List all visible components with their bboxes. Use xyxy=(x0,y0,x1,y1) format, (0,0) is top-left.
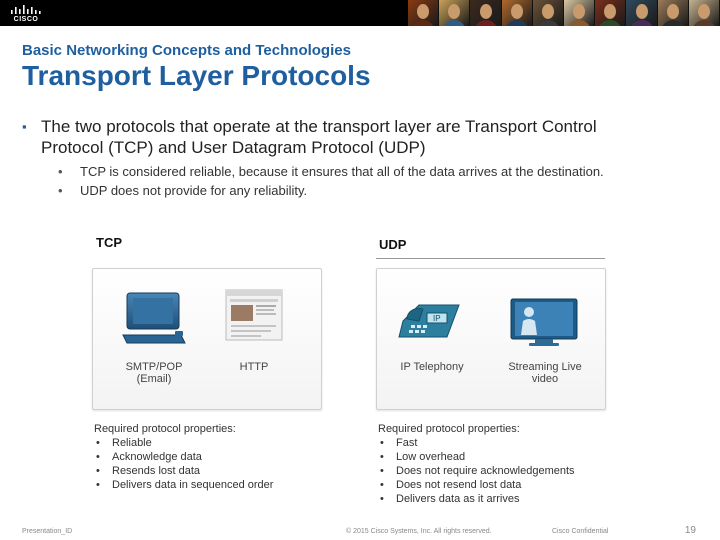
http-app-label: HTTP xyxy=(239,361,269,373)
dot-bullet-icon: • xyxy=(96,479,100,491)
person-photo xyxy=(533,0,564,26)
udp-property-item xyxy=(378,436,618,450)
person-face-shape xyxy=(480,4,492,19)
tcp-properties-list xyxy=(94,436,334,492)
dot-bullet-icon: • xyxy=(380,493,384,505)
ip-phone-icon xyxy=(397,299,465,343)
tcp-property-item xyxy=(94,436,334,450)
person-face-shape xyxy=(636,4,648,19)
page-number: 19 xyxy=(684,525,696,536)
tcp-property-text: Delivers data in sequenced order xyxy=(112,479,274,491)
dot-bullet-icon: • xyxy=(380,437,384,449)
udp-property-text: Does not require acknowledgements xyxy=(396,465,575,477)
web-browser-icon xyxy=(225,289,283,341)
dot-bullet-icon: • xyxy=(380,451,384,463)
person-face-shape xyxy=(604,4,616,19)
person-face-shape xyxy=(542,4,554,19)
udp-property-text: Low overhead xyxy=(396,451,466,463)
udp-property-item xyxy=(378,464,618,478)
person-face-shape xyxy=(448,4,460,19)
dot-bullet-icon: • xyxy=(96,465,100,477)
tcp-property-item xyxy=(94,464,334,478)
sub-bullet-text: TCP is considered reliable, because it ensures that all of the data arrives at the destination. xyxy=(80,164,604,179)
main-bullet xyxy=(22,116,662,158)
person-photo xyxy=(502,0,533,26)
person-face-shape xyxy=(417,4,429,19)
person-shoulders-shape xyxy=(661,20,685,26)
top-banner xyxy=(0,0,720,26)
person-shoulders-shape xyxy=(442,20,466,26)
tcp-property-item xyxy=(94,450,334,464)
tcp-properties-title: Required protocol properties: xyxy=(94,423,236,435)
person-shoulders-shape xyxy=(536,20,560,26)
logo-wordmark: CISCO xyxy=(13,16,39,23)
phone-ip-text: IP xyxy=(433,314,441,323)
person-photo xyxy=(595,0,626,26)
dot-bullet-icon: • xyxy=(58,183,63,198)
person-shoulders-shape xyxy=(474,20,498,26)
tcp-property-text: Resends lost data xyxy=(112,465,201,477)
udp-property-item xyxy=(378,492,618,506)
person-shoulders-shape xyxy=(567,20,591,26)
slide-subtitle: Basic Networking Concepts and Technologies xyxy=(22,42,351,59)
udp-property-text: Delivers data as it arrives xyxy=(396,493,520,505)
sub-bullet-item xyxy=(58,165,618,178)
person-face-shape xyxy=(698,4,710,19)
tcp-property-text: Acknowledge data xyxy=(112,451,202,463)
tcp-property-item xyxy=(94,478,334,492)
tcp-property-text: Reliable xyxy=(112,437,152,449)
footer-confidential: Cisco Confidential xyxy=(552,528,609,535)
person-photo xyxy=(564,0,595,26)
udp-properties-title: Required protocol properties: xyxy=(378,423,520,435)
email-app-label: SMTP/POP (Email) xyxy=(125,361,183,385)
udp-property-item xyxy=(378,450,618,464)
people-photo-strip xyxy=(408,0,720,26)
streaming-video-monitor-icon xyxy=(509,297,579,349)
cisco-logo xyxy=(9,3,43,23)
person-photo xyxy=(689,0,720,26)
streaming-video-label: Streaming Live video xyxy=(508,361,582,385)
person-shoulders-shape xyxy=(505,20,529,26)
udp-apps-panel xyxy=(376,268,606,410)
person-photo xyxy=(626,0,657,26)
dot-bullet-icon: • xyxy=(58,164,63,179)
sub-bullet-item xyxy=(58,184,618,197)
udp-property-text: Fast xyxy=(396,437,418,449)
person-photo xyxy=(408,0,439,26)
person-shoulders-shape xyxy=(692,20,716,26)
udp-property-item xyxy=(378,478,618,492)
person-shoulders-shape xyxy=(411,20,435,26)
tcp-apps-panel xyxy=(92,268,322,410)
tcp-properties xyxy=(94,422,334,492)
square-bullet-icon: ▪ xyxy=(22,119,27,134)
footer-copyright: © 2015 Cisco Systems, Inc. All rights reserved. xyxy=(346,528,492,535)
desktop-computer-icon xyxy=(121,291,187,349)
person-shoulders-shape xyxy=(630,20,654,26)
slide-title: Transport Layer Protocols xyxy=(22,60,371,91)
udp-heading: UDP xyxy=(379,237,407,252)
dot-bullet-icon: • xyxy=(380,465,384,477)
dot-bullet-icon: • xyxy=(96,437,100,449)
dot-bullet-icon: • xyxy=(380,479,384,491)
person-photo xyxy=(470,0,501,26)
person-shoulders-shape xyxy=(598,20,622,26)
dot-bullet-icon: • xyxy=(96,451,100,463)
person-photo xyxy=(658,0,689,26)
sub-bullet-list xyxy=(58,165,618,203)
udp-properties xyxy=(378,422,618,506)
sub-bullet-text: UDP does not provide for any reliability. xyxy=(80,183,308,198)
person-face-shape xyxy=(511,4,523,19)
ip-telephony-label: IP Telephony xyxy=(400,361,464,373)
udp-properties-list xyxy=(378,436,618,506)
udp-property-text: Does not resend lost data xyxy=(396,479,522,491)
person-face-shape xyxy=(667,4,679,19)
cisco-bridge-icon xyxy=(9,4,43,16)
main-bullet-text: The two protocols that operate at the transport layer are Transport Control Protocol (TCP) and User Datagram Protocol (UDP) xyxy=(41,117,597,157)
udp-heading-divider xyxy=(376,258,605,259)
tcp-heading: TCP xyxy=(96,235,122,250)
person-face-shape xyxy=(573,4,585,19)
footer-presentation-id: Presentation_ID xyxy=(22,528,73,535)
person-photo xyxy=(439,0,470,26)
